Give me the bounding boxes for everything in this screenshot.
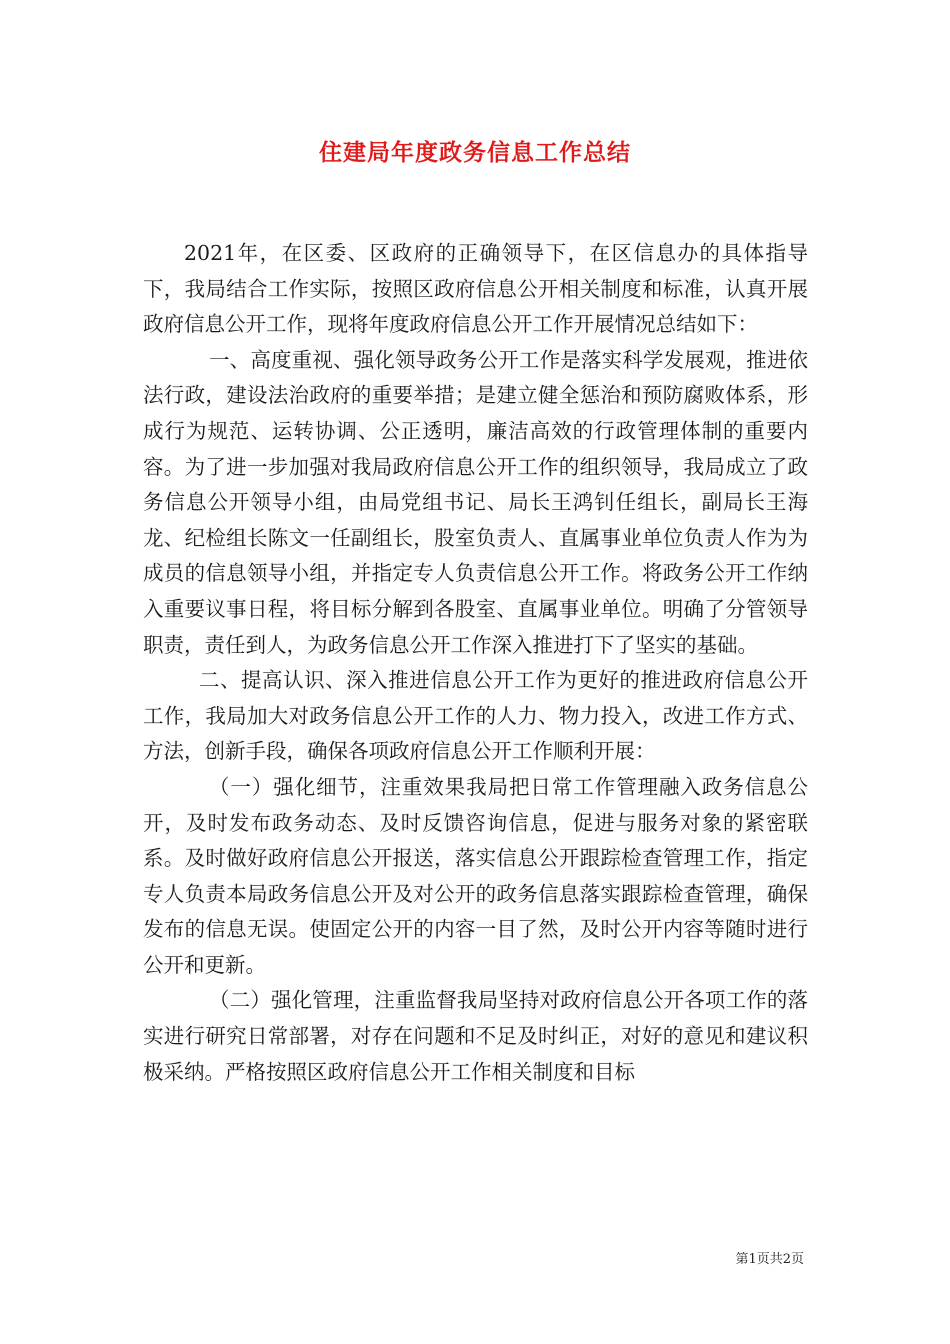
paragraph-section-2: 二、提高认识、深入推进信息公开工作为更好的推进政府信息公开工作，我局加大对政务信息公开工作的人力、物力投入，改进工作方式、方法，创新手段，确保各项政府信息公开工作顺利开展： [143,668,808,764]
paragraph-intro: 2021年，在区委、区政府的正确领导下，在区信息办的具体指导下，我局结合工作实际，按照区政府信息公开相关制度和标准，认真开展政府信息公开工作，现将年度政府信息公开工作开展情况总结如下： [143,241,808,337]
paragraph-subsection-2: （二）强化管理，注重监督我局坚持对政府信息公开各项工作的落实进行研究日常部署，对存在问题和不足及时纠正，对好的意见和建议积极采纳。严格按照区政府信息公开工作相关制度和目标 [143,988,808,1084]
paragraph-section-1: 一、高度重视、强化领导政务公开工作是落实科学发展观，推进依法行政，建设法治政府的重要举措；是建立健全惩治和预防腐败体系，形成行为规范、运转协调、公正透明，廉洁高效的行政管理体制的重要内容。为了进一步加强对我局政府信息公开工作的组织领导，我局成立了政务信息公开领导小组，由局党组书记、局长王鸿钊任组长，副局长王海龙、纪检组长陈文一任副组长，股室负责人、直属事业单位负责人作为为成员的信息领导小组，并指定专人负责信息公开工作。将政务公开工作纳入重要议事日程，将目标分解到各股室、直属事业单位。明确了分管领导职责，责任到人，为政务信息公开工作深入推进打下了坚实的基础。 [143,347,808,657]
document-body [143,236,808,1090]
page-number: 第1页共2页 [735,1252,804,1267]
document-title: 住建局年度政务信息工作总结 [319,139,631,166]
paragraph-subsection-1: （一）强化细节，注重效果我局把日常工作管理融入政务信息公开，及时发布政务动态、及时反馈咨询信息，促进与服务对象的紧密联系。及时做好政府信息公开报送，落实信息公开跟踪检查管理工作，指定专人负责本局政务信息公开及对公开的政务信息落实跟踪检查管理，确保发布的信息无误。使固定公开的内容一目了然，及时公开内容等随时进行公开和更新。 [143,774,808,977]
